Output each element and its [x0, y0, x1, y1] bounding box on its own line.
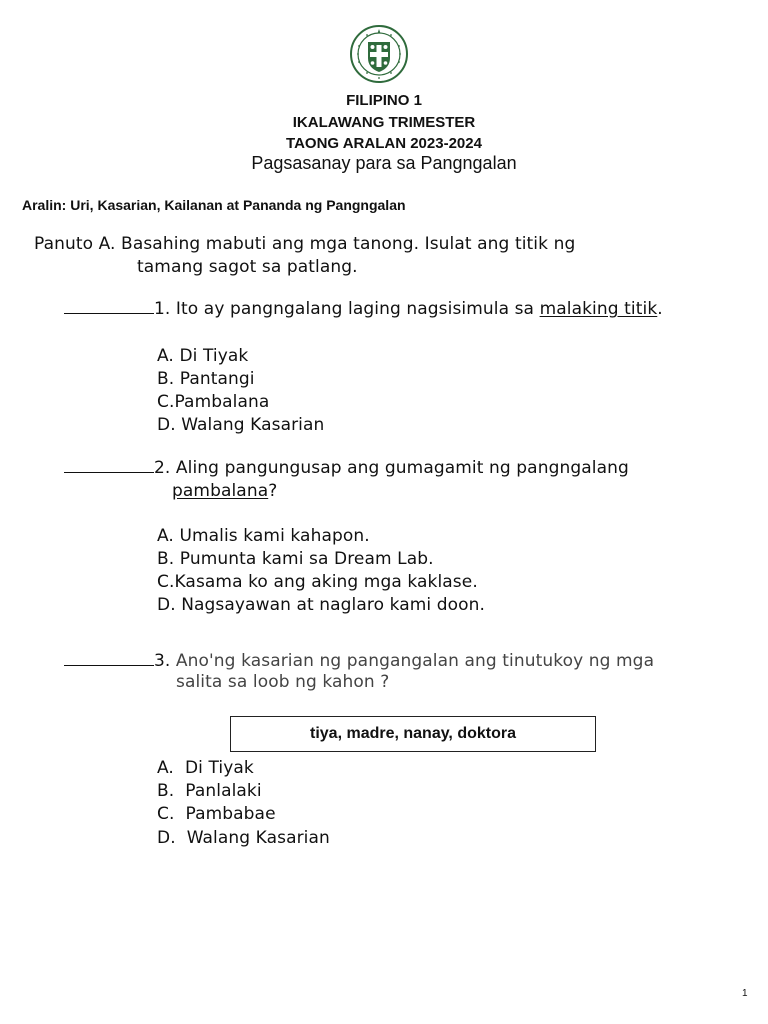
question-2-choice-b: B. Pumunta kami sa Dream Lab.	[157, 549, 434, 569]
question-1-number: 1.	[154, 299, 171, 319]
question-3-choice-a: A. Di Tiyak	[157, 758, 254, 778]
instructions-line-1: Panuto A. Basahing mabuti ang mga tanong. Isulat ang titik ng	[34, 234, 576, 254]
question-1	[64, 299, 663, 319]
question-1-underlined: malaking titik	[539, 299, 658, 319]
lesson-heading: Aralin: Uri, Kasarian, Kailanan at Pananda ng Pangngalan	[22, 197, 406, 213]
question-3	[64, 651, 654, 671]
answer-blank-2[interactable]	[64, 458, 154, 473]
page-number: 1	[742, 988, 748, 999]
course-title: FILIPINO 1	[346, 92, 422, 109]
question-3-choice-c: C. Pambabae	[157, 804, 276, 824]
worksheet-subtitle: Pagsasanay para sa Pangngalan	[251, 153, 517, 173]
answer-blank-1[interactable]	[64, 299, 154, 314]
question-2-end: ?	[268, 481, 278, 501]
question-2-text: Aling pangungusap ang gumagamit ng pangngalang	[170, 458, 629, 478]
question-2-choice-d: D. Nagsayawan at naglaro kami doon.	[157, 595, 486, 615]
word-box	[230, 716, 596, 752]
question-3-choice-d: D. Walang Kasarian	[157, 828, 330, 848]
question-1-text: Ito ay pangngalang laging nagsisimula sa	[170, 299, 540, 319]
question-2-underlined: pambalana	[172, 481, 269, 501]
question-2-line-2	[168, 481, 277, 501]
school-year-title: TAONG ARALAN 2023-2024	[286, 135, 482, 152]
question-2-choice-c: C.Kasama ko ang aking mga kaklase.	[157, 572, 478, 592]
school-seal-logo	[349, 24, 409, 84]
question-2	[64, 458, 629, 478]
question-1-choice-c: C.Pambalana	[157, 392, 270, 412]
question-1-end: .	[657, 299, 663, 319]
seal-icon	[349, 24, 409, 84]
instructions-line-2: tamang sagot sa patlang.	[137, 257, 358, 277]
word-box-text: tiya, madre, nanay, doktora	[310, 725, 516, 742]
question-1-choice-d: D. Walang Kasarian	[157, 415, 325, 435]
question-1-choice-a: A. Di Tiyak	[157, 346, 249, 366]
question-2-choice-a: A. Umalis kami kahapon.	[157, 526, 370, 546]
trimester-title: IKALAWANG TRIMESTER	[292, 114, 476, 131]
question-3-text: Ano'ng kasarian ng pangangalan ang tinutukoy ng mga	[170, 651, 655, 671]
question-2-number: 2.	[154, 458, 171, 478]
question-3-number: 3.	[154, 651, 171, 671]
question-3-line-2: salita sa loob ng kahon ?	[176, 672, 390, 692]
question-3-choice-b: B. Panlalaki	[157, 781, 262, 801]
question-1-choice-b: B. Pantangi	[157, 369, 255, 389]
answer-blank-3[interactable]	[64, 651, 154, 666]
